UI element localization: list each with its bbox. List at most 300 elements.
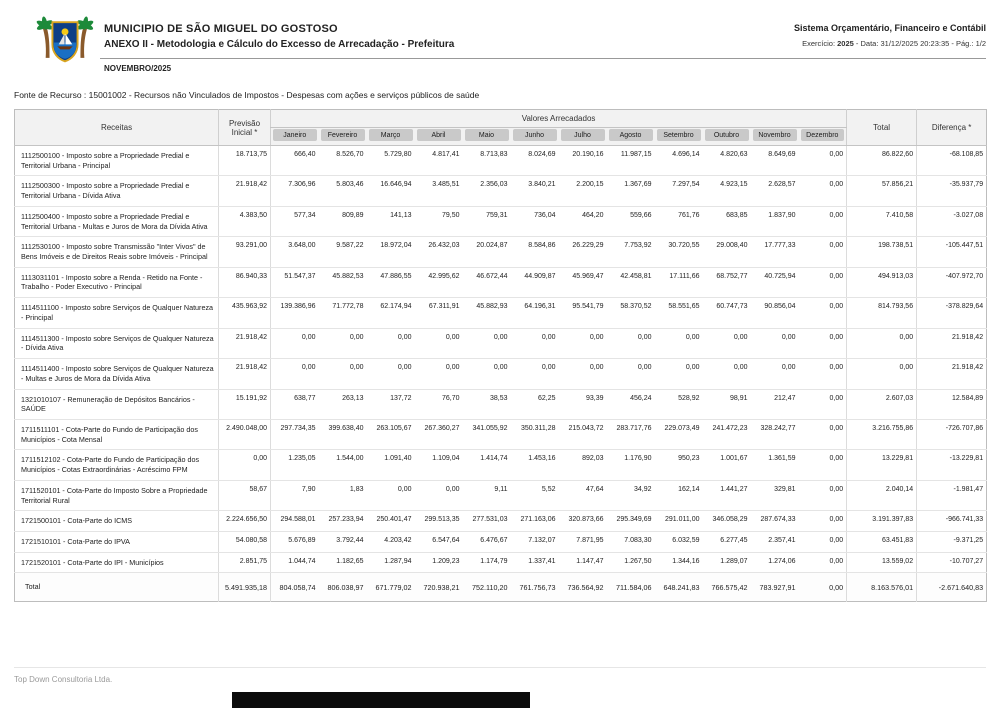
diferenca-value: -2.671.640,83 — [917, 573, 987, 602]
table-row — [15, 359, 987, 389]
total-value: 198.738,51 — [847, 237, 917, 267]
table-row — [15, 298, 987, 328]
month-header-chip: Outubro — [705, 129, 749, 141]
receita-name: 1711520101 - Cota-Parte do Imposto Sobre a Propriedade Territorial Rural — [15, 480, 219, 510]
total-value: 63.451,83 — [847, 531, 917, 552]
footer-company: Top Down Consultoria Ltda. — [14, 675, 113, 684]
month-value: 0,00 — [463, 328, 511, 358]
month-value: 42.458,81 — [607, 267, 655, 297]
month-value: 34,92 — [607, 480, 655, 510]
previsao-value: 4.383,50 — [219, 206, 271, 236]
month-value: 3.792,44 — [319, 531, 367, 552]
month-value: 736,04 — [511, 206, 559, 236]
month-value: 720.938,21 — [415, 573, 463, 602]
month-value: 711.584,06 — [607, 573, 655, 602]
month-value: 4.923,15 — [703, 176, 751, 206]
month-value: 0,00 — [799, 480, 847, 510]
month-value: 1.337,41 — [511, 552, 559, 573]
receita-name: 1711511101 - Cota-Parte do Fundo de Participação dos Municípios - Cota Mensal — [15, 419, 219, 449]
month-value: 638,77 — [271, 389, 319, 419]
month-value: 46.672,44 — [463, 267, 511, 297]
month-value: 766.575,42 — [703, 573, 751, 602]
exercise-info — [794, 39, 986, 48]
month-value: 241.472,23 — [703, 419, 751, 449]
month-value: 1.147,47 — [559, 552, 607, 573]
table-row — [15, 511, 987, 532]
previsao-value: 58,67 — [219, 480, 271, 510]
month-value: 5.676,89 — [271, 531, 319, 552]
month-value: 67.311,91 — [415, 298, 463, 328]
month-value: 0,00 — [607, 328, 655, 358]
month-value: 0,00 — [799, 511, 847, 532]
month-value: 0,00 — [415, 359, 463, 389]
table-row — [15, 237, 987, 267]
col-header-diferenca: Diferença * — [917, 110, 987, 146]
month-value: 761,76 — [655, 206, 703, 236]
month-value: 18.972,04 — [367, 237, 415, 267]
month-value: 76,70 — [415, 389, 463, 419]
month-value: 0,00 — [655, 328, 703, 358]
month-value: 1.414,74 — [463, 450, 511, 480]
month-value: 79,50 — [415, 206, 463, 236]
total-value: 814.793,56 — [847, 298, 917, 328]
month-value: 1.176,90 — [607, 450, 655, 480]
month-value: 0,00 — [703, 328, 751, 358]
month-value: 0,00 — [463, 359, 511, 389]
month-value: 1.453,16 — [511, 450, 559, 480]
month-value: 283.717,76 — [607, 419, 655, 449]
previsao-value: 435.963,92 — [219, 298, 271, 328]
month-value: 0,00 — [799, 573, 847, 602]
month-value: 1.182,65 — [319, 552, 367, 573]
month-value: 7.306,96 — [271, 176, 319, 206]
month-value: 0,00 — [799, 206, 847, 236]
month-value: 257.233,94 — [319, 511, 367, 532]
month-value: 263,13 — [319, 389, 367, 419]
month-value: 4.696,14 — [655, 146, 703, 176]
month-value: 0,00 — [511, 359, 559, 389]
previsao-value: 21.918,42 — [219, 359, 271, 389]
month-value: 51.547,37 — [271, 267, 319, 297]
exercise-rest: - Data: 31/12/2025 20:23:35 - Pág.: 1/2 — [853, 39, 986, 48]
month-value: 0,00 — [559, 359, 607, 389]
month-value: 0,00 — [367, 480, 415, 510]
month-value: 0,00 — [799, 328, 847, 358]
month-value: 42.995,62 — [415, 267, 463, 297]
month-value: 0,00 — [799, 298, 847, 328]
month-value: 229.073,49 — [655, 419, 703, 449]
month-value: 7.871,95 — [559, 531, 607, 552]
total-value: 7.410,58 — [847, 206, 917, 236]
month-value: 0,00 — [751, 328, 799, 358]
receita-name: 1112500300 - Imposto sobre a Propriedade Predial e Territorial Urbana - Dívida Ativa — [15, 176, 219, 206]
month-value: 4.203,42 — [367, 531, 415, 552]
month-value: 0,00 — [607, 359, 655, 389]
month-header-chip: Fevereiro — [321, 129, 365, 141]
total-value: 0,00 — [847, 328, 917, 358]
revenue-table-wrap — [14, 109, 986, 602]
diferenca-value: -3.027,08 — [917, 206, 987, 236]
bottom-black-bar — [232, 692, 530, 708]
receita-name: 1721510101 - Cota-Parte do IPVA — [15, 531, 219, 552]
month-column-header — [415, 128, 463, 146]
month-value: 162,14 — [655, 480, 703, 510]
month-value: 2.356,03 — [463, 176, 511, 206]
total-value: 494.913,03 — [847, 267, 917, 297]
month-value: 1,83 — [319, 480, 367, 510]
month-value: 45.882,53 — [319, 267, 367, 297]
table-row — [15, 419, 987, 449]
month-value: 8.584,86 — [511, 237, 559, 267]
diferenca-value: -10.707,27 — [917, 552, 987, 573]
receita-name: 1114511100 - Imposto sobre Serviços de Qualquer Natureza - Principal — [15, 298, 219, 328]
header-divider — [100, 58, 986, 59]
diferenca-value: -726.707,86 — [917, 419, 987, 449]
month-value: 320.873,66 — [559, 511, 607, 532]
month-value: 62.174,94 — [367, 298, 415, 328]
month-value: 0,00 — [799, 389, 847, 419]
month-value: 399.638,40 — [319, 419, 367, 449]
table-row — [15, 267, 987, 297]
month-value: 3.840,21 — [511, 176, 559, 206]
month-value: 26.432,03 — [415, 237, 463, 267]
report-header — [0, 0, 1000, 88]
total-value: 8.163.576,01 — [847, 573, 917, 602]
month-value: 0,00 — [799, 531, 847, 552]
month-header-chip: Janeiro — [273, 129, 317, 141]
month-header-chip: Novembro — [753, 129, 797, 141]
month-value: 1.344,16 — [655, 552, 703, 573]
month-value: 47.886,55 — [367, 267, 415, 297]
month-header-chip: Agosto — [609, 129, 653, 141]
month-value: 7.132,07 — [511, 531, 559, 552]
system-name: Sistema Orçamentário, Financeiro e Contábil — [793, 23, 986, 33]
month-value: 58.551,65 — [655, 298, 703, 328]
revenue-table — [14, 109, 987, 602]
diferenca-value: -407.972,70 — [917, 267, 987, 297]
month-value: 5,52 — [511, 480, 559, 510]
month-value: 297.734,35 — [271, 419, 319, 449]
month-value: 1.837,90 — [751, 206, 799, 236]
month-value: 736.564,92 — [559, 573, 607, 602]
table-row — [15, 146, 987, 176]
header-right-block — [794, 23, 986, 48]
total-value: 57.856,21 — [847, 176, 917, 206]
month-value: 0,00 — [511, 328, 559, 358]
col-header-total: Total — [847, 110, 917, 146]
resource-source-line: Fonte de Recurso : 15001002 - Recursos não Vinculados de Impostos - Despesas com ações e serviços públicos de saúde — [14, 90, 480, 100]
month-column-header — [703, 128, 751, 146]
previsao-value: 0,00 — [219, 450, 271, 480]
month-value: 5.729,80 — [367, 146, 415, 176]
month-value: 804.058,74 — [271, 573, 319, 602]
diferenca-value: -13.229,81 — [917, 450, 987, 480]
previsao-value: 86.940,33 — [219, 267, 271, 297]
month-value: 58.370,52 — [607, 298, 655, 328]
table-row — [15, 480, 987, 510]
month-value: 0,00 — [799, 237, 847, 267]
diferenca-value: 21.918,42 — [917, 328, 987, 358]
previsao-value: 5.491.935,18 — [219, 573, 271, 602]
previsao-value: 15.191,92 — [219, 389, 271, 419]
month-value: 141,13 — [367, 206, 415, 236]
col-header-previsao: Previsão Inicial * — [219, 110, 271, 146]
month-value: 0,00 — [319, 359, 367, 389]
month-column-header — [511, 128, 559, 146]
month-header-chip: Julho — [561, 129, 605, 141]
previsao-value: 21.918,42 — [219, 176, 271, 206]
month-column-header — [799, 128, 847, 146]
month-value: 7.083,30 — [607, 531, 655, 552]
month-value: 17.777,33 — [751, 237, 799, 267]
month-header-chip: Dezembro — [801, 129, 845, 141]
month-value: 139.386,96 — [271, 298, 319, 328]
receita-name: 1112500400 - Imposto sobre a Propriedade Predial e Territorial Urbana - Multas e Juros de Mora da Dívida Ativa — [15, 206, 219, 236]
month-value: 752.110,20 — [463, 573, 511, 602]
receita-name: 1112500100 - Imposto sobre a Propriedade Predial e Territorial Urbana - Principal — [15, 146, 219, 176]
month-value: 1.544,00 — [319, 450, 367, 480]
total-value: 3.216.755,86 — [847, 419, 917, 449]
month-value: 11.987,15 — [607, 146, 655, 176]
table-row — [15, 552, 987, 573]
header-left-block — [104, 23, 454, 50]
month-value: 20.190,16 — [559, 146, 607, 176]
month-value: 1.367,69 — [607, 176, 655, 206]
month-value: 329,81 — [751, 480, 799, 510]
month-value: 6.277,45 — [703, 531, 751, 552]
month-value: 1.235,05 — [271, 450, 319, 480]
month-column-header — [463, 128, 511, 146]
month-value: 0,00 — [367, 328, 415, 358]
month-column-header — [319, 128, 367, 146]
diferenca-value: -378.829,64 — [917, 298, 987, 328]
report-footer — [14, 667, 986, 684]
month-value: 212,47 — [751, 389, 799, 419]
month-value: 464,20 — [559, 206, 607, 236]
month-value: 26.229,29 — [559, 237, 607, 267]
month-value: 29.008,40 — [703, 237, 751, 267]
month-value: 1.091,40 — [367, 450, 415, 480]
month-value: 346.058,29 — [703, 511, 751, 532]
month-value: 47,64 — [559, 480, 607, 510]
month-value: 783.927,91 — [751, 573, 799, 602]
table-row — [15, 389, 987, 419]
exercise-year: 2025 — [837, 39, 854, 48]
month-value: 287.674,33 — [751, 511, 799, 532]
month-value: 1.361,59 — [751, 450, 799, 480]
month-value: 30.720,55 — [655, 237, 703, 267]
month-column-header — [271, 128, 319, 146]
diferenca-value: -1.981,47 — [917, 480, 987, 510]
month-value: 44.909,87 — [511, 267, 559, 297]
total-value: 13.229,81 — [847, 450, 917, 480]
month-value: 0,00 — [799, 146, 847, 176]
month-value: 7.753,92 — [607, 237, 655, 267]
table-row — [15, 531, 987, 552]
month-value: 60.747,73 — [703, 298, 751, 328]
total-value: 2.040,14 — [847, 480, 917, 510]
month-value: 1.001,67 — [703, 450, 751, 480]
month-value: 98,91 — [703, 389, 751, 419]
month-value: 64.196,31 — [511, 298, 559, 328]
month-value: 559,66 — [607, 206, 655, 236]
total-value: 13.559,02 — [847, 552, 917, 573]
month-value: 456,24 — [607, 389, 655, 419]
month-value: 6.547,64 — [415, 531, 463, 552]
month-value: 1.441,27 — [703, 480, 751, 510]
table-row — [15, 328, 987, 358]
month-value: 328.242,77 — [751, 419, 799, 449]
report-title: ANEXO II - Metodologia e Cálculo do Excesso de Arrecadação - Prefeitura — [104, 39, 455, 50]
total-value: 86.822,60 — [847, 146, 917, 176]
month-value: 0,00 — [271, 359, 319, 389]
month-value: 9.587,22 — [319, 237, 367, 267]
month-value: 17.111,66 — [655, 267, 703, 297]
month-value: 350.311,28 — [511, 419, 559, 449]
month-value: 577,34 — [271, 206, 319, 236]
municipality-name: MUNICIPIO DE SÃO MIGUEL DO GOSTOSO — [104, 23, 338, 35]
month-column-header — [751, 128, 799, 146]
month-value: 3.648,00 — [271, 237, 319, 267]
month-value: 93,39 — [559, 389, 607, 419]
month-value: 0,00 — [271, 328, 319, 358]
month-value: 1.274,06 — [751, 552, 799, 573]
diferenca-value: -35.937,79 — [917, 176, 987, 206]
diferenca-value: 12.584,89 — [917, 389, 987, 419]
month-value: 291.011,00 — [655, 511, 703, 532]
receita-name: 1114511400 - Imposto sobre Serviços de Qualquer Natureza - Multas e Juros de Mora da Dívida Ativa — [15, 359, 219, 389]
previsao-value: 93.291,00 — [219, 237, 271, 267]
total-label: Total — [15, 573, 219, 602]
month-header-chip: Março — [369, 129, 413, 141]
diferenca-value: -68.108,85 — [917, 146, 987, 176]
month-value: 0,00 — [415, 328, 463, 358]
month-value: 1.044,74 — [271, 552, 319, 573]
previsao-value: 21.918,42 — [219, 328, 271, 358]
month-value: 1.109,04 — [415, 450, 463, 480]
month-value: 2.357,41 — [751, 531, 799, 552]
month-value: 671.779,02 — [367, 573, 415, 602]
month-value: 0,00 — [367, 359, 415, 389]
month-value: 4.817,41 — [415, 146, 463, 176]
receita-name: 1113031101 - Imposto sobre a Renda - Retido na Fonte - Trabalho - Poder Executivo - Principal — [15, 267, 219, 297]
month-value: 71.772,78 — [319, 298, 367, 328]
month-value: 666,40 — [271, 146, 319, 176]
month-value: 1.209,23 — [415, 552, 463, 573]
month-value: 0,00 — [799, 450, 847, 480]
month-value: 45.969,47 — [559, 267, 607, 297]
month-value: 0,00 — [799, 419, 847, 449]
month-value: 295.349,69 — [607, 511, 655, 532]
receita-name: 1112530100 - Imposto sobre Transmissão "Inter Vivos" de Bens Imóveis e de Direitos Reais sobre Imóveis - Principal — [15, 237, 219, 267]
month-value: 215.043,72 — [559, 419, 607, 449]
month-value: 9,11 — [463, 480, 511, 510]
month-value: 0,00 — [799, 267, 847, 297]
month-value: 2.628,57 — [751, 176, 799, 206]
month-value: 250.401,47 — [367, 511, 415, 532]
receita-name: 1721520101 - Cota-Parte do IPI - Municípios — [15, 552, 219, 573]
month-value: 0,00 — [751, 359, 799, 389]
month-header-chip: Junho — [513, 129, 557, 141]
month-header-chip: Abril — [417, 129, 461, 141]
month-value: 1.174,79 — [463, 552, 511, 573]
month-value: 806.038,97 — [319, 573, 367, 602]
previsao-value: 18.713,75 — [219, 146, 271, 176]
month-value: 1.287,94 — [367, 552, 415, 573]
diferenca-value: -9.371,25 — [917, 531, 987, 552]
month-value: 137,72 — [367, 389, 415, 419]
month-value: 16.646,94 — [367, 176, 415, 206]
receita-name: 1114511300 - Imposto sobre Serviços de Qualquer Natureza - Dívida Ativa — [15, 328, 219, 358]
month-value: 267.360,27 — [415, 419, 463, 449]
month-value: 90.856,04 — [751, 298, 799, 328]
month-value: 0,00 — [799, 359, 847, 389]
total-row — [15, 573, 987, 602]
month-value: 892,03 — [559, 450, 607, 480]
month-value: 6.032,59 — [655, 531, 703, 552]
month-value: 263.105,67 — [367, 419, 415, 449]
previsao-value: 2.224.656,50 — [219, 511, 271, 532]
diferenca-value: 21.918,42 — [917, 359, 987, 389]
month-value: 38,53 — [463, 389, 511, 419]
month-value: 528,92 — [655, 389, 703, 419]
table-header-row-1 — [15, 110, 987, 128]
month-header-chip: Maio — [465, 129, 509, 141]
month-value: 271.163,06 — [511, 511, 559, 532]
month-value: 294.588,01 — [271, 511, 319, 532]
month-value: 6.476,67 — [463, 531, 511, 552]
month-value: 95.541,79 — [559, 298, 607, 328]
month-value: 7,90 — [271, 480, 319, 510]
month-value: 3.485,51 — [415, 176, 463, 206]
month-value: 8.024,69 — [511, 146, 559, 176]
month-value: 8.526,70 — [319, 146, 367, 176]
month-column-header — [655, 128, 703, 146]
table-row — [15, 450, 987, 480]
month-value: 4.820,63 — [703, 146, 751, 176]
month-value: 7.297,54 — [655, 176, 703, 206]
total-value: 0,00 — [847, 359, 917, 389]
previsao-value: 2.851,75 — [219, 552, 271, 573]
month-value: 8.713,83 — [463, 146, 511, 176]
month-column-header — [367, 128, 415, 146]
exercise-prefix: Exercício: — [802, 39, 838, 48]
month-value: 62,25 — [511, 389, 559, 419]
table-row — [15, 206, 987, 236]
month-value: 0,00 — [415, 480, 463, 510]
month-value: 761.756,73 — [511, 573, 559, 602]
month-value: 341.055,92 — [463, 419, 511, 449]
month-value: 0,00 — [703, 359, 751, 389]
month-value: 45.882,93 — [463, 298, 511, 328]
total-value: 2.607,03 — [847, 389, 917, 419]
month-value: 8.649,69 — [751, 146, 799, 176]
total-value: 3.191.397,83 — [847, 511, 917, 532]
previsao-value: 2.490.048,00 — [219, 419, 271, 449]
month-value: 68.752,77 — [703, 267, 751, 297]
col-header-receitas: Receitas — [15, 110, 219, 146]
col-header-valores-arrecadados: Valores Arrecadados — [271, 110, 847, 128]
month-value: 2.200,15 — [559, 176, 607, 206]
diferenca-value: -105.447,51 — [917, 237, 987, 267]
month-value: 5.803,46 — [319, 176, 367, 206]
table-row — [15, 176, 987, 206]
report-period: NOVEMBRO/2025 — [104, 64, 172, 73]
diferenca-value: -966.741,33 — [917, 511, 987, 532]
month-column-header — [559, 128, 607, 146]
month-value: 0,00 — [559, 328, 607, 358]
month-value: 20.024,87 — [463, 237, 511, 267]
